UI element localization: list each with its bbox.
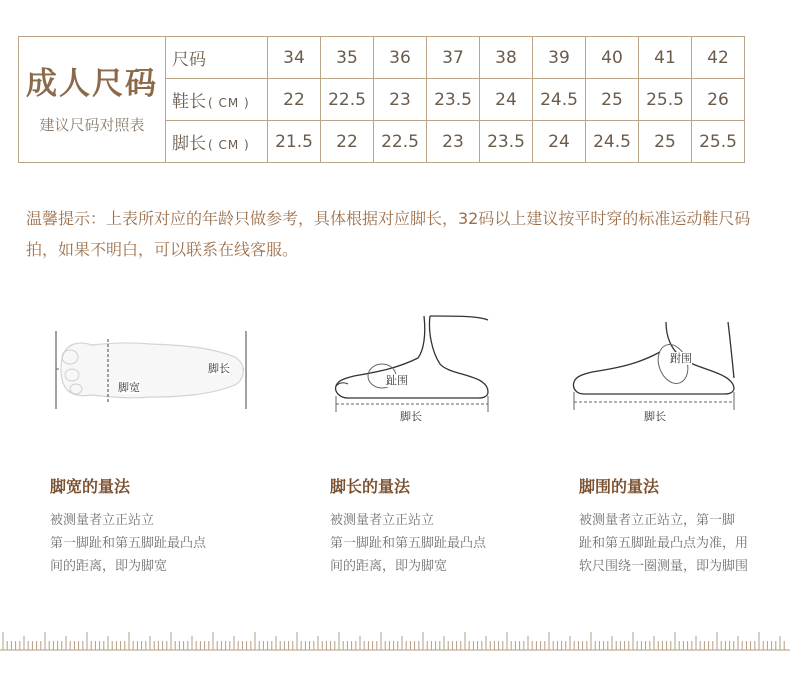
method-line: 被测量者立正站立 [330,513,435,528]
method-line: 被测量者立正站立，第一脚 [579,513,736,528]
instep-girth-label: 跗围 [670,352,692,365]
foot-length-cell: 22 [321,121,374,163]
foot-length-cell: 24.5 [586,121,639,163]
size-row [19,37,745,79]
foot-length-cell: 23.5 [480,121,533,163]
method-line: 第一脚趾和第五脚趾最凸点 [330,536,487,551]
shoe-length-cell: 23 [374,79,427,121]
row-label-text: 脚长 [172,134,206,154]
tip-text: 温馨提示：上表所对应的年龄只做参考，具体根据对应脚长，32码以上建议按平时穿的标准运动鞋尺码拍，如果不明白，可以联系在线客服。 [26,209,751,259]
method-line: 软尺围绕一圈测量，即为脚围 [579,559,749,574]
shoe-length-cell: 25 [586,79,639,121]
foot-length-cell: 22.5 [374,121,427,163]
foot-length-cell: 25.5 [692,121,745,163]
size-chart-title: 成人尺码 [26,66,158,102]
foot-length-cell: 24 [533,121,586,163]
foot-length-figure [328,312,498,432]
foot-length-cell: 25 [639,121,692,163]
unit-label: ( CM ) [208,96,250,110]
row-label-foot-length [166,121,268,163]
size-cell: 34 [268,37,321,79]
row-label-size [166,37,268,79]
size-cell: 37 [427,37,480,79]
size-chart-subtitle: 建议尺码对照表 [39,116,145,134]
foot-width-label: 脚宽 [118,381,140,394]
toe-girth-label: 趾围 [386,374,408,387]
method-foot-girth [579,474,748,578]
size-cell: 39 [533,37,586,79]
size-cell: 38 [480,37,533,79]
method-line: 间的距离，即为脚宽 [330,559,448,574]
shoe-length-cell: 23.5 [427,79,480,121]
size-cell: 36 [374,37,427,79]
row-label-shoe-length [166,79,268,121]
size-cell: 41 [639,37,692,79]
method-line: 趾和第五脚趾最凸点为准，用 [579,536,749,551]
method-title: 脚长的量法 [330,477,411,496]
foot-length-label: 脚长 [400,410,422,423]
method-foot-length [330,474,486,578]
shoe-length-cell: 22.5 [321,79,374,121]
method-line: 被测量者立正站立 [50,513,155,528]
shoe-length-cell: 25.5 [639,79,692,121]
ruler-decoration [0,620,790,656]
shoe-length-cell: 26 [692,79,745,121]
foot-length-label: 脚长 [644,410,666,423]
shoe-length-cell: 24.5 [533,79,586,121]
size-cell: 40 [586,37,639,79]
unit-label: ( CM ) [208,138,250,152]
size-chart-title-cell [19,37,166,163]
size-cell: 42 [692,37,745,79]
foot-length-label: 脚长 [208,362,230,375]
shoe-length-cell: 22 [268,79,321,121]
method-foot-width [50,474,206,578]
foot-length-cell: 23 [427,121,480,163]
foot-length-cell: 21.5 [268,121,321,163]
size-cell: 35 [321,37,374,79]
row-label-text: 尺码 [172,50,206,70]
foot-girth-figure [568,318,743,430]
method-title: 脚围的量法 [579,477,660,496]
foot-top-view-icon [50,325,255,425]
shoe-length-cell: 24 [480,79,533,121]
foot-width-figure [50,325,255,425]
size-chart-table [18,36,745,163]
method-line: 间的距离，即为脚宽 [50,559,168,574]
row-label-text: 鞋长 [172,92,206,112]
method-line: 第一脚趾和第五脚趾最凸点 [50,536,207,551]
method-title: 脚宽的量法 [50,477,131,496]
